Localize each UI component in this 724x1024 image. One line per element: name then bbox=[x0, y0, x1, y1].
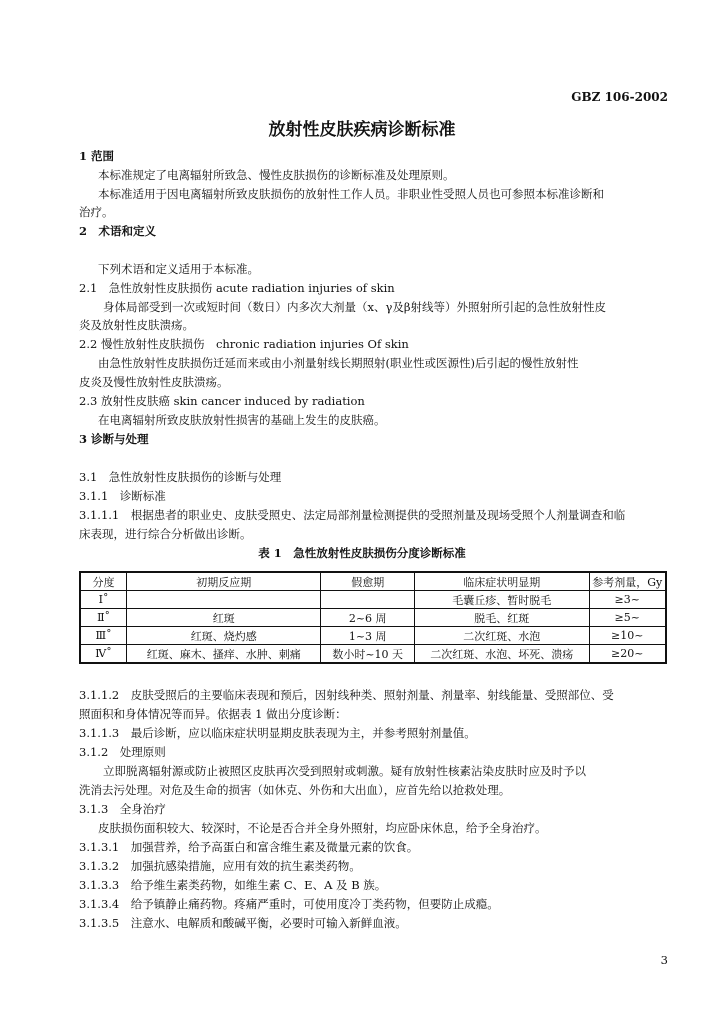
table-cell: Ⅱ˚ bbox=[80, 609, 127, 627]
table-header-cell: 初期反应期 bbox=[127, 572, 321, 591]
paragraph-line: 3.1.1.3 最后诊断，应以临床症状明显期皮肤表现为主，并参考照射剂量值。 bbox=[79, 726, 476, 740]
paragraph-line: 由急性放射性皮肤损伤迁延而来或由小剂量射线长期照射(职业性或医源性)后引起的慢性放射性 bbox=[98, 356, 579, 370]
term-heading: 2.3 放射性皮肤癌 skin cancer induced by radiation bbox=[79, 394, 365, 408]
table-cell: 红斑、烧灼感 bbox=[127, 627, 321, 645]
table-row bbox=[80, 645, 666, 664]
subsection-heading: 3.1.1 诊断标准 bbox=[79, 489, 166, 503]
table-header-cell: 假愈期 bbox=[321, 572, 415, 591]
table-cell: ≥10~ bbox=[589, 627, 666, 645]
table-cell: Ⅲ˚ bbox=[80, 627, 127, 645]
table-cell: ≥20~ bbox=[589, 645, 666, 664]
subsection-heading: 3.1.3 全身治疗 bbox=[79, 802, 166, 816]
list-item: 3.1.3.1 加强营养，给予高蛋白和富含维生素及微量元素的饮食。 bbox=[79, 840, 419, 854]
paragraph-line: 皮肤损伤面积较大、较深时，不论是否合并全身外照射，均应卧床休息，给予全身治疗。 bbox=[98, 821, 547, 835]
paragraph-line: 3.1.1.1 根据患者的职业史、皮肤受照史、法定局部剂量检测提供的受照剂量及现场受照个人剂量调查和临 bbox=[79, 508, 626, 522]
table-cell: 红斑、麻木、搔痒、水肿、刺痛 bbox=[127, 645, 321, 664]
subsection-heading: 3.1.2 处理原则 bbox=[79, 745, 166, 759]
table-header-row bbox=[80, 572, 666, 591]
table-cell: ≥5~ bbox=[589, 609, 666, 627]
table-cell: 1~3 周 bbox=[321, 627, 415, 645]
diagnosis-table bbox=[79, 571, 667, 664]
paragraph-line: 皮炎及慢性放射性皮肤溃疡。 bbox=[79, 375, 229, 389]
paragraph-line: 治疗。 bbox=[79, 205, 114, 219]
table-cell: 二次红斑、水泡、坏死、溃疡 bbox=[415, 645, 589, 664]
list-item: 3.1.3.4 给予镇静止痛药物。疼痛严重时，可使用度冷丁类药物，但要防止成瘾。 bbox=[79, 897, 499, 911]
page-title: 放射性皮肤疾病诊断标准 bbox=[268, 120, 456, 140]
section-heading: 3 诊断与处理 bbox=[79, 432, 149, 446]
table-cell: 脱毛、红斑 bbox=[415, 609, 589, 627]
table-cell: 红斑 bbox=[127, 609, 321, 627]
paragraph-line: 在电离辐射所致皮肤放射性损害的基础上发生的皮肤癌。 bbox=[98, 413, 386, 427]
section-heading: 1 范围 bbox=[79, 149, 115, 163]
table-cell: 毛囊丘疹、暂时脱毛 bbox=[415, 591, 589, 609]
table-header-cell: 参考剂量，Gy bbox=[589, 572, 666, 591]
list-item: 3.1.3.3 给予维生素类药物，如维生素 C、E、A 及 B 族。 bbox=[79, 878, 387, 892]
paragraph-line: 立即脱离辐射源或防止被照区皮肤再次受到照射或刺激。疑有放射性核素沾染皮肤时应及时予以 bbox=[103, 764, 586, 778]
table-cell: 2~6 周 bbox=[321, 609, 415, 627]
section-heading: 2 术语和定义 bbox=[79, 224, 157, 238]
table-row bbox=[80, 591, 666, 609]
table-cell bbox=[127, 591, 321, 609]
paragraph-line: 3.1.1.2 皮肤受照后的主要临床表现和预后，因射线种类、照射剂量、剂量率、射线能量、受照部位、受 bbox=[79, 688, 614, 702]
paragraph-line: 下列术语和定义适用于本标准。 bbox=[98, 262, 259, 276]
table-cell: ≥3~ bbox=[589, 591, 666, 609]
paragraph-line: 床表现，进行综合分析做出诊断。 bbox=[79, 527, 252, 541]
paragraph-line: 照面积和身体情况等而异。依据表 1 做出分度诊断： bbox=[79, 707, 347, 721]
term-heading: 2.1 急性放射性皮肤损伤 acute radiation injuries of skin bbox=[79, 281, 395, 295]
term-heading: 2.2 慢性放射性皮肤损伤 chronic radiation injuries Of skin bbox=[79, 337, 409, 351]
subsection-heading: 3.1 急性放射性皮肤损伤的诊断与处理 bbox=[79, 470, 282, 484]
paragraph-line: 身体局部受到一次或短时间（数日）内多次大剂量（x、γ及β射线等）外照射所引起的急性放射性皮 bbox=[103, 300, 607, 314]
page-number: 3 bbox=[660, 953, 668, 967]
table-row bbox=[80, 609, 666, 627]
table-cell: Ⅰ˚ bbox=[80, 591, 127, 609]
table-caption: 表 1 急性放射性皮肤损伤分度诊断标准 bbox=[258, 546, 466, 560]
table-cell: 数小时~10 天 bbox=[321, 645, 415, 664]
paragraph-line: 本标准规定了电离辐射所致急、慢性皮肤损伤的诊断标准及处理原则。 bbox=[98, 168, 455, 182]
table-row bbox=[80, 627, 666, 645]
list-item: 3.1.3.5 注意水、电解质和酸碱平衡，必要时可输入新鲜血液。 bbox=[79, 916, 407, 930]
table-cell: 二次红斑、水泡 bbox=[415, 627, 589, 645]
list-item: 3.1.3.2 加强抗感染措施，应用有效的抗生素类药物。 bbox=[79, 859, 361, 873]
document-id: GBZ 106-2002 bbox=[571, 90, 668, 104]
table-cell: Ⅳ˚ bbox=[80, 645, 127, 664]
table-header-cell: 分度 bbox=[80, 572, 127, 591]
table-cell bbox=[321, 591, 415, 609]
table-header-cell: 临床症状明显期 bbox=[415, 572, 589, 591]
paragraph-line: 本标准适用于因电离辐射所致皮肤损伤的放射性工作人员。非职业性受照人员也可参照本标准诊断和 bbox=[98, 187, 604, 201]
paragraph-line: 洗消去污处理。对危及生命的损害（如休克、外伤和大出血），应首先给以抢救处理。 bbox=[79, 783, 511, 797]
paragraph-line: 炎及放射性皮肤溃疡。 bbox=[79, 318, 194, 332]
